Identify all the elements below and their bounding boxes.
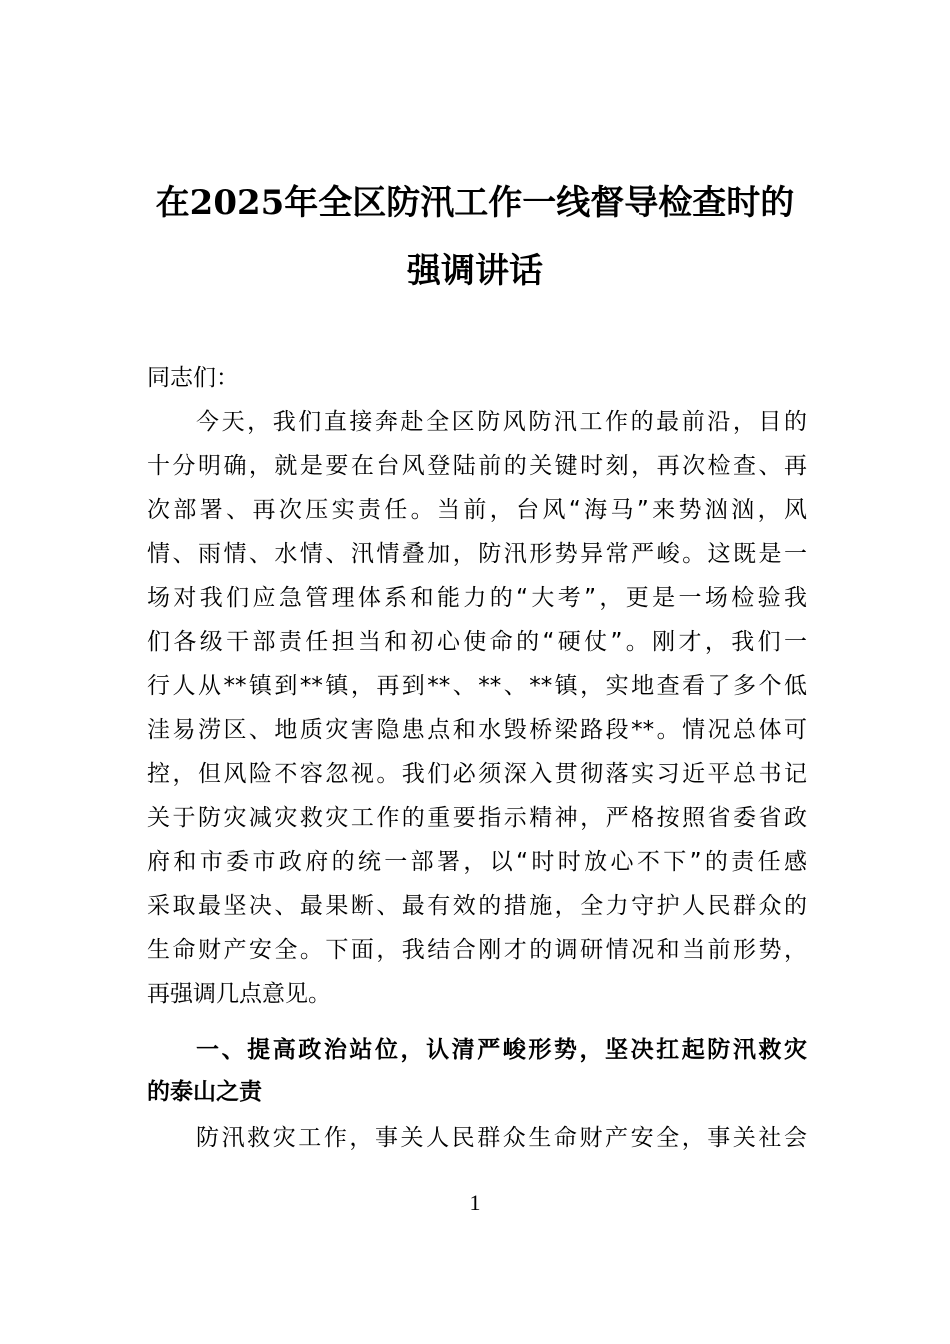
paragraph-1-line: 洼易涝区、地质灾害隐患点和水毁桥梁路段**。情况总体可 xyxy=(147,717,807,743)
section-heading-1-line: 的泰山之责 xyxy=(147,1079,262,1105)
section-heading-1-line: 一、提高政治站位，认清严峻形势，坚决扛起防汛救灾 xyxy=(196,1037,807,1063)
document-title-line-1: 在2025年全区防汛工作一线督导检查时的 xyxy=(155,183,795,223)
paragraph-1-line: 府和市委市政府的统一部署，以“时时放心不下”的责任感 xyxy=(147,849,807,875)
paragraph-1-line: 场对我们应急管理体系和能力的“大考”，更是一场检验我 xyxy=(147,585,807,611)
paragraph-1-line: 生命财产安全。下面，我结合刚才的调研情况和当前形势， xyxy=(147,937,807,963)
paragraph-1-line: 控，但风险不容忽视。我们必须深入贯彻落实习近平总书记 xyxy=(147,761,807,787)
paragraph-1-line: 关于防灾减灾救灾工作的重要指示精神，严格按照省委省政 xyxy=(147,805,807,831)
paragraph-1-line: 十分明确，就是要在台风登陆前的关键时刻，再次检查、再 xyxy=(147,453,807,479)
paragraph-1-line: 们各级干部责任担当和初心使命的“硬仗”。刚才，我们一 xyxy=(147,629,807,655)
paragraph-2-line: 防汛救灾工作，事关人民群众生命财产安全，事关社会 xyxy=(196,1125,807,1151)
salutation: 同志们： xyxy=(147,365,239,391)
document-title-line-2: 强调讲话 xyxy=(407,251,543,291)
paragraph-1-line: 次部署、再次压实责任。当前，台风“海马”来势汹汹，风 xyxy=(147,497,807,523)
paragraph-1-line: 行人从**镇到**镇，再到**、**、**镇，实地查看了多个低 xyxy=(147,673,807,699)
paragraph-1-line: 采取最坚决、最果断、最有效的措施，全力守护人民群众的 xyxy=(147,893,807,919)
paragraph-1-line: 情、雨情、水情、汛情叠加，防汛形势异常严峻。这既是一 xyxy=(147,541,807,567)
paragraph-1-line: 今天，我们直接奔赴全区防风防汛工作的最前沿，目的 xyxy=(196,409,807,435)
page-number: 1 xyxy=(469,1190,481,1215)
paragraph-1-line: 再强调几点意见。 xyxy=(147,981,331,1007)
